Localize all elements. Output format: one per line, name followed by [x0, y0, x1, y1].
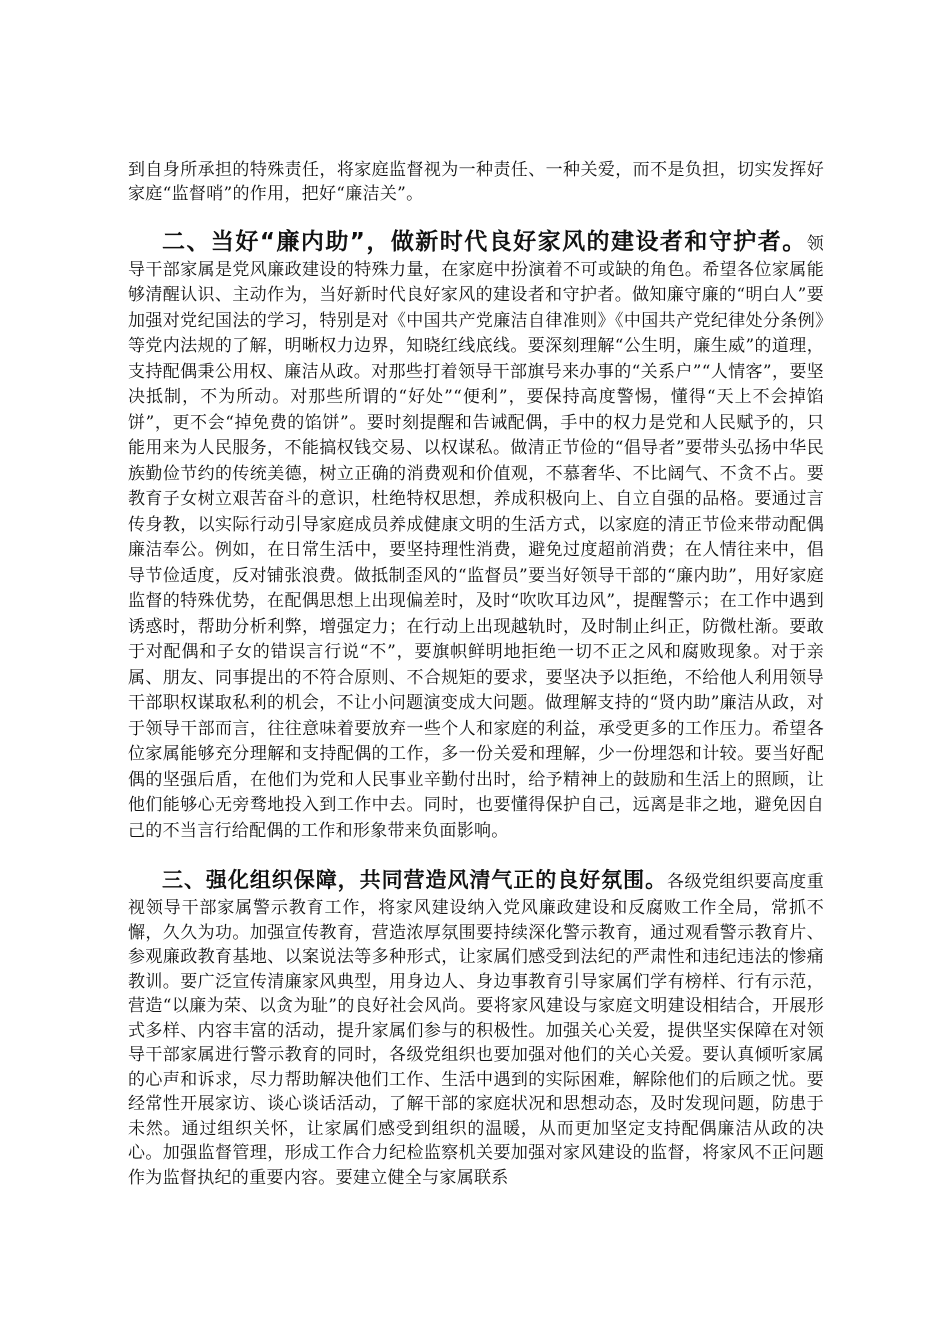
section-3-heading: 三、强化组织保障，共同营造风清气正的良好氛围。 [162, 868, 668, 893]
intro-paragraph: 到自身所承担的特殊责任，将家庭监督视为一种责任、一种关爱，而不是负担，切实发挥好家庭“监督哨”的作用，把好“廉洁关”。 [128, 160, 824, 205]
section-3 [128, 864, 824, 1190]
document-page [128, 158, 824, 1190]
section-2 [128, 227, 824, 845]
section-3-body: 各级党组织要高度重视领导干部家属警示教育工作，将家风建设纳入党风廉政建设和反腐败工作全局，常抓不懈，久久为功。加强宣传教育，营造浓厚氛围要持续深化警示教育，通过观看警示教育片、参观廉政教育基地、以案说法等多种形式，让家属们感受到法纪的严肃性和违纪违法的惨痛教训。要广泛宣传清廉家风典型，用身边人、身边事教育引导家属们学有榜样、行有示范，营造“以廉为荣、以贪为耻”的良好社会风尚。要将家风建设与家庭文明建设相结合，开展形式多样、内容丰富的活动，提升家属们参与的积极性。加强关心关爱，提供坚实保障在对领导干部家属进行警示教育的同时，各级党组织也要加强对他们的关心关爱。要认真倾听家属的心声和诉求，尽力帮助解决他们工作、生活中遇到的实际困难，解除他们的后顾之忧。要经常性开展家访、谈心谈话活动，了解干部的家庭状况和思想动态，及时发现问题，防患于未然。通过组织关怀，让家属们感受到组织的温暖，从而更加坚定支持配偶廉洁从政的决心。加强监督管理，形成工作合力纪检监察机关要加强对家风建设的监督，将家风不正问题作为监督执纪的重要内容。要建立健全与家属联系 [128, 872, 824, 1188]
section-2-heading: 二、当好“廉内助”，做新时代良好家风的建设者和守护者。 [162, 228, 807, 255]
section-2-body: 领导干部家属是党风廉政建设的特殊力量，在家庭中扮演着不可或缺的角色。希望各位家属能够清醒认识、主动作为，当好新时代良好家风的建设者和守护者。做知廉守廉的“明白人”要加强对党纪国法的学习，特别是对《中国共产党廉洁自律准则》《中国共产党纪律处分条例》等党内法规的了解，明晰权力边界，知晓红线底线。要深刻理解“公生明，廉生威”的道理，支持配偶秉公用权、廉洁从政。对那些打着领导干部旗号来办事的“关系户”“人情客”，要坚决抵制，不为所动。对那些所谓的“好处”“便利”，要保持高度警惕，懂得“天上不会掉馅饼”，更不会“掉免费的馅饼”。要时刻提醒和告诫配偶，手中的权力是党和人民赋予的，只能用来为人民服务，不能搞权钱交易、以权谋私。做清正节俭的“倡导者”要带头弘扬中华民族勤俭节约的传统美德，树立正确的消费观和价值观，不慕奢华、不比阔气、不贪不占。要教育子女树立艰苦奋斗的意识，杜绝特权思想，养成积极向上、自立自强的品格。要通过言传身教，以实际行动引导家庭成员养成健康文明的生活方式，以家庭的清正节俭来带动配偶廉洁奉公。例如，在日常生活中，要坚持理性消费，避免过度超前消费；在人情往来中，倡导节俭适度，反对铺张浪费。做抵制歪风的“监督员”要当好领导干部的“廉内助”，用好家庭监督的特殊优势，在配偶思想上出现偏差时，及时“吹吹耳边风”，提醒警示；在工作中遇到诱惑时，帮助分析利弊，增强定力；在行动上出现越轨时，及时制止纠正，防微杜渐。要敢于对配偶和子女的错误言行说“不”，要旗帜鲜明地拒绝一切不正之风和腐败现象。对于亲属、朋友、同事提出的不符合原则、不合规矩的要求，要坚决予以拒绝，不给他人利用领导干部职权谋取私利的机会，不让小问题演变成大问题。做理解支持的“贤内助”廉洁从政，对于领导干部而言，往往意味着要放弃一些个人和家庭的利益，承受更多的工作压力。希望各位家属能够充分理解和支持配偶的工作，多一份关爱和理解，少一份埋怨和计较。要当好配偶的坚强后盾，在他们为党和人民事业辛勤付出时，给予精神上的鼓励和生活上的照顾，让他们能够心无旁骛地投入到工作中去。同时，也要懂得保护自己，远离是非之地，避免因自己的不当言行给配偶的工作和形象带来负面影响。 [128, 233, 824, 841]
